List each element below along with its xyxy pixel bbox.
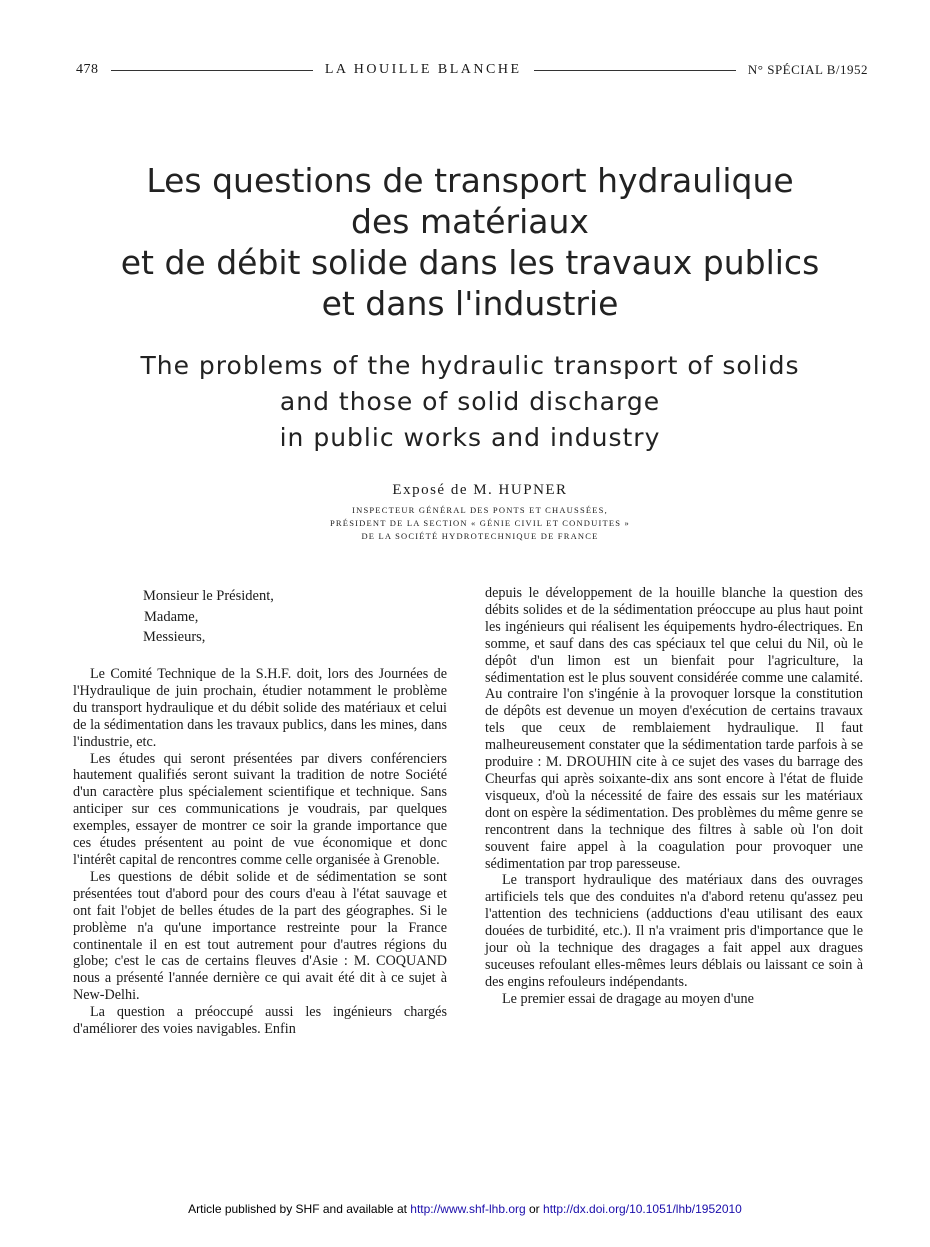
title-en-line: The problems of the hydraulic transport of solids	[140, 351, 800, 380]
title-en-line: and those of solid discharge	[279, 387, 661, 416]
title-french	[40, 160, 900, 324]
running-header	[76, 60, 868, 80]
author-affiliation: PRÉSIDENT DE LA SECTION « GÉNIE CIVIL ET CONDUITES »	[330, 518, 630, 528]
author-affiliation: INSPECTEUR GÉNÉRAL DES PONTS ET CHAUSSÉES,	[352, 505, 608, 515]
page-number: 478	[76, 62, 99, 77]
paragraph: Les questions de débit solide et de sédimentation se sont présentées tout d'abord pour des cours d'eau à l'état sauvage et ont fait l'objet de belles études de la part des géographes. Si le problème n'a qu'une importance restreinte pour la France continentale il en est tout autrement pour d'autres régions du globe; c'est le cas de certains fleuves d'Asie : M. COQUAND nous a présenté l'année dernière ce qui avait été dit à ce sujet à New-Delhi.	[73, 868, 447, 1004]
paragraph: Les études qui seront présentées par divers conférenciers hautement qualifiés seront suivant la tradition de notre Société d'un caractère plus spécialement scientifique et technique. Sans anticiper sur ces communications je voudrais, par quelques exemples, essayer de montrer ce soir la grande importance que ces études présentent au point de vue économique et donc l'intérêt capital de rencontres comme celle organisée à Grenoble.	[73, 750, 447, 868]
title-english	[40, 348, 900, 456]
body-column-right	[485, 585, 863, 1008]
footer-link-doi[interactable]: http://dx.doi.org/10.1051/lhb/1952010	[543, 1202, 742, 1216]
header-rule-left	[111, 70, 313, 71]
paragraph: La question a préoccupé aussi les ingénieurs chargés d'améliorer des voies navigables. Enfin	[73, 1004, 447, 1038]
author-block	[200, 482, 760, 543]
footer-link-shf[interactable]: http://www.shf-lhb.org	[410, 1202, 526, 1216]
journal-name: LA HOUILLE BLANCHE	[324, 62, 522, 77]
salutation-line: Monsieur le Président,	[143, 588, 274, 604]
paragraph: Le transport hydraulique des matériaux dans des ouvrages artificiels tels que des conduites n'a d'abord retenu qu'assez peu l'attention des techniciens (adductions d'eau utilisant des eaux douées de turbidité, etc.). Il n'a vraiment pris d'importance que le jour où la technique des dragages a fait appel aux dragues suceuses refoulant elles-mêmes leurs déblais ou laissant ce soin à des engins refouleurs indépendants.	[485, 872, 863, 990]
issue-label: N° SPÉCIAL B/1952	[747, 62, 868, 77]
paragraph: Le premier essai de dragage au moyen d'une	[502, 990, 754, 1007]
title-fr-line: et de débit solide dans les travaux publics	[120, 243, 820, 282]
salutation-line: Madame,	[144, 608, 199, 625]
title-fr-line: des matériaux	[351, 202, 589, 241]
author-name: Exposé de M. HUPNER	[392, 482, 568, 498]
publication-footer	[0, 1202, 930, 1216]
header-rule-right	[534, 70, 736, 71]
title-fr-line: et dans l'industrie	[321, 284, 619, 323]
paragraph: Le Comité Technique de la S.H.F. doit, lors des Journées de l'Hydraulique de juin prochain, étudier notamment le problème du transport hydraulique et du débit solide des matériaux et celui de la sédimentation dans les travaux publics, dans les mines, dans l'industrie, etc.	[73, 666, 447, 750]
salutation-line: Messieurs,	[143, 629, 206, 645]
title-fr-line: Les questions de transport hydraulique	[146, 161, 794, 200]
footer-text: or	[525, 1202, 544, 1216]
salutation	[143, 586, 274, 648]
paragraph: depuis le développement de la houille blanche la question des débits solides et de la sédimentation préoccupe au plus haut point les ingénieurs qui réalisent les équipements hydro-électriques. En somme, et sauf dans des cas spéciaux tel que celui du Nil, où le dépôt d'un limon est un bienfait pour l'agriculture, la sédimentation est le plus souvent considérée comme une calamité. Au contraire l'on s'ingénie à la provoquer lorsque la constitution de dépôts est devenue un moyen d'exécution de certains travaux tels que ceux de remblaiement hydraulique. Il faut malheureusement constater que la sédimentation tarde parfois à se produire : M. DROUHIN cite à ce sujet des vases du barrage des Cheurfas qui après soixante-dix ans sont encore à l'état de fluide visqueux, d'où la nécessité de faire des essais sur les matériaux dont on espère la sédimentation. Des problèmes du même genre se rencontrent dans la technique des filtres à sable où l'on doit souvent faire appel à la coagulation pour provoquer une sédimentation par trop paresseuse.	[485, 585, 863, 872]
author-affiliation: DE LA SOCIÉTÉ HYDROTECHNIQUE DE FRANCE	[361, 531, 599, 541]
footer-text: Article published by SHF and available at	[188, 1202, 411, 1216]
body-column-left	[73, 666, 447, 1038]
title-en-line: in public works and industry	[279, 423, 661, 452]
